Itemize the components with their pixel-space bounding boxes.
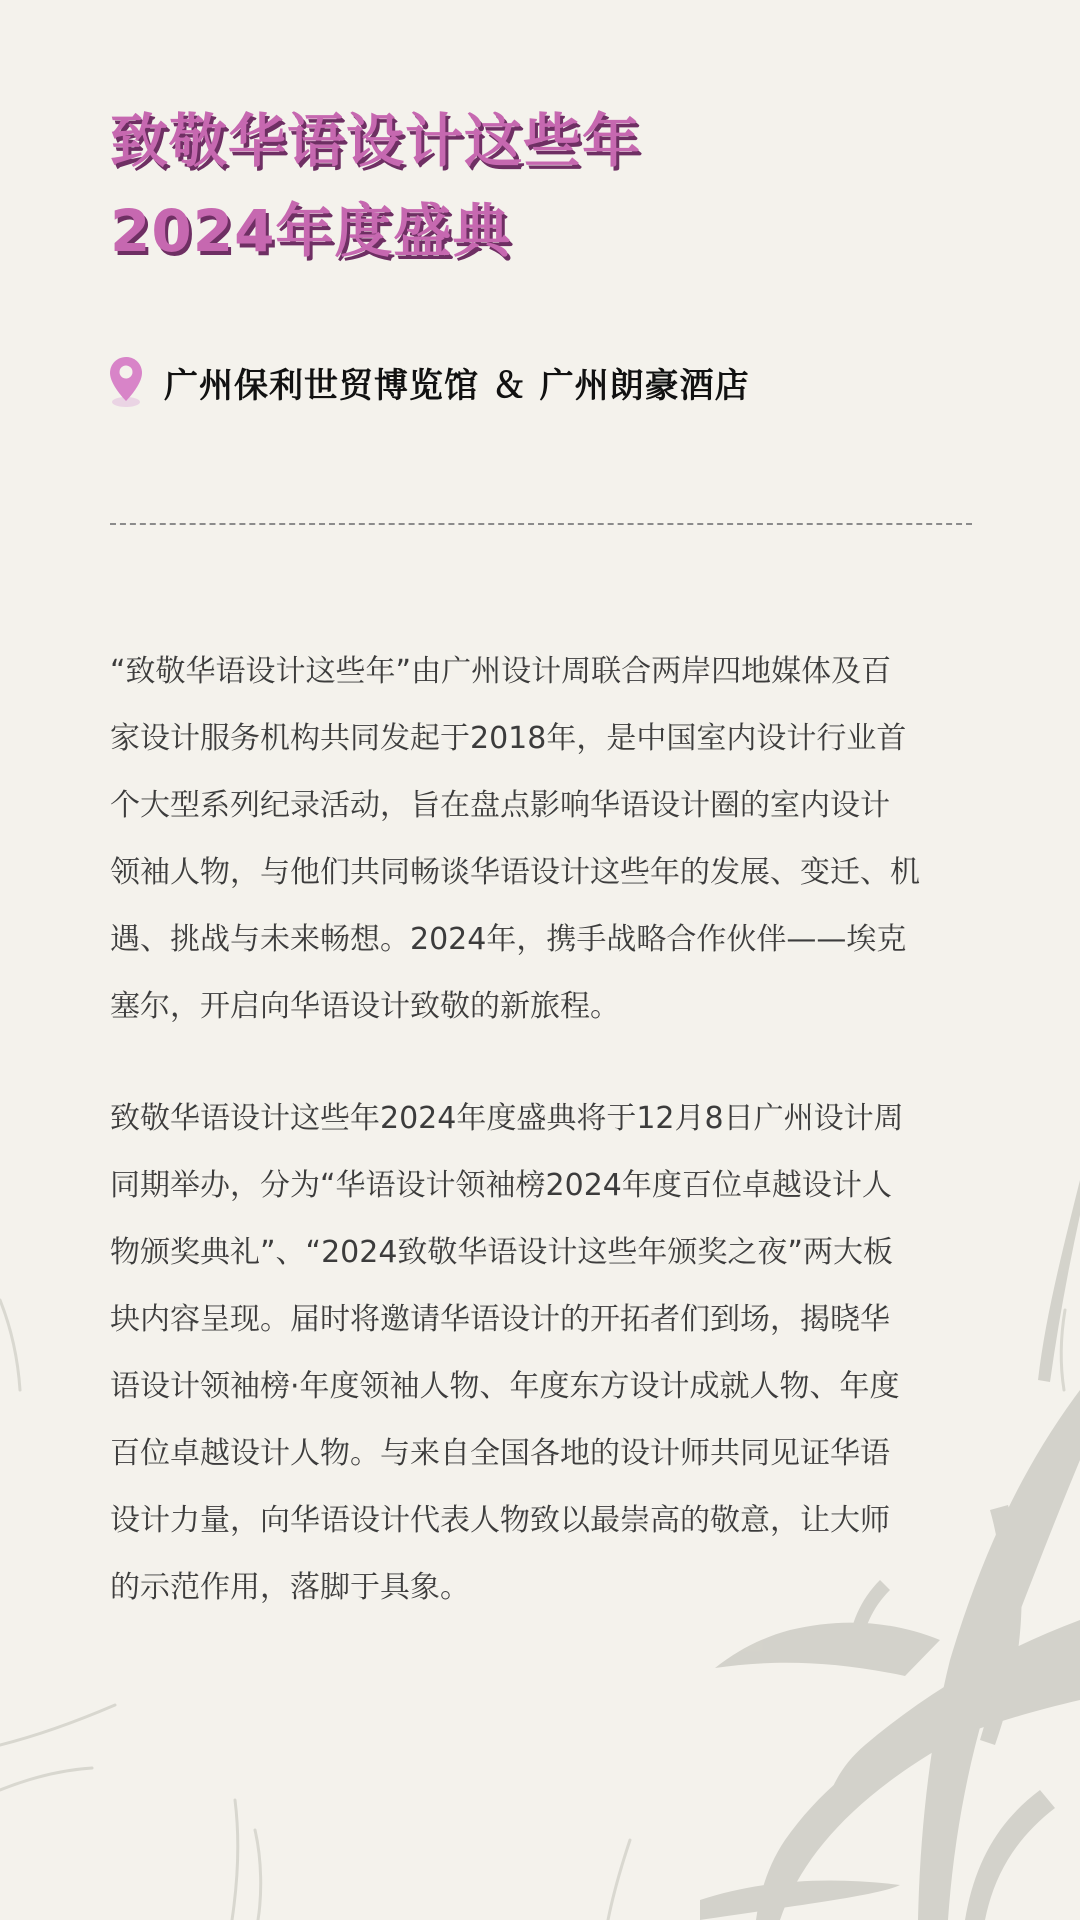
- text-line: 的示范作用，落脚于具象。: [110, 1570, 470, 1605]
- paragraph-event-details: [110, 1085, 972, 1621]
- text-line: 致敬华语设计这些年2024年度盛典将于12月8日广州设计周: [110, 1101, 904, 1136]
- text-line: “致敬华语设计这些年”由广州设计周联合两岸四地媒体及百: [110, 654, 892, 689]
- page-title: [110, 96, 641, 276]
- text-line: 同期举办，分为“华语设计领袖榜2024年度百位卓越设计人: [110, 1168, 892, 1203]
- paragraph-intro: [110, 638, 972, 1040]
- text-line: 塞尔，开启向华语设计致敬的新旅程。: [110, 989, 620, 1024]
- venue-text: 广州保利世贸博览馆 ＆ 广州朗豪酒店: [164, 365, 750, 406]
- dashed-divider: [110, 523, 972, 525]
- text-line: 百位卓越设计人物。与来自全国各地的设计师共同见证华语: [110, 1436, 890, 1471]
- text-line: 个大型系列纪录活动，旨在盘点影响华语设计圈的室内设计: [110, 788, 890, 823]
- text-line: 遇、挑战与未来畅想。2024年，携手战略合作伙伴——埃克: [110, 922, 907, 957]
- location-pin-icon: [108, 355, 144, 409]
- article-body: [110, 638, 972, 1621]
- text-line: 设计力量，向华语设计代表人物致以最崇高的敬意，让大师: [110, 1503, 890, 1538]
- text-line: 家设计服务机构共同发起于2018年，是中国室内设计行业首: [110, 721, 907, 756]
- title-line-1: 致敬华语设计这些年: [110, 107, 642, 175]
- venue-location: [108, 352, 750, 412]
- text-line: 语设计领袖榜·年度领袖人物、年度东方设计成就人物、年度: [110, 1369, 900, 1404]
- text-line: 块内容呈现。届时将邀请华语设计的开拓者们到场，揭晓华: [110, 1302, 890, 1337]
- text-line: 物颁奖典礼”、“2024致敬华语设计这些年颁奖之夜”两大板: [110, 1235, 893, 1270]
- text-line: 领袖人物，与他们共同畅谈华语设计这些年的发展、变迁、机: [110, 855, 920, 890]
- title-line-2: 2024年度盛典: [110, 197, 512, 265]
